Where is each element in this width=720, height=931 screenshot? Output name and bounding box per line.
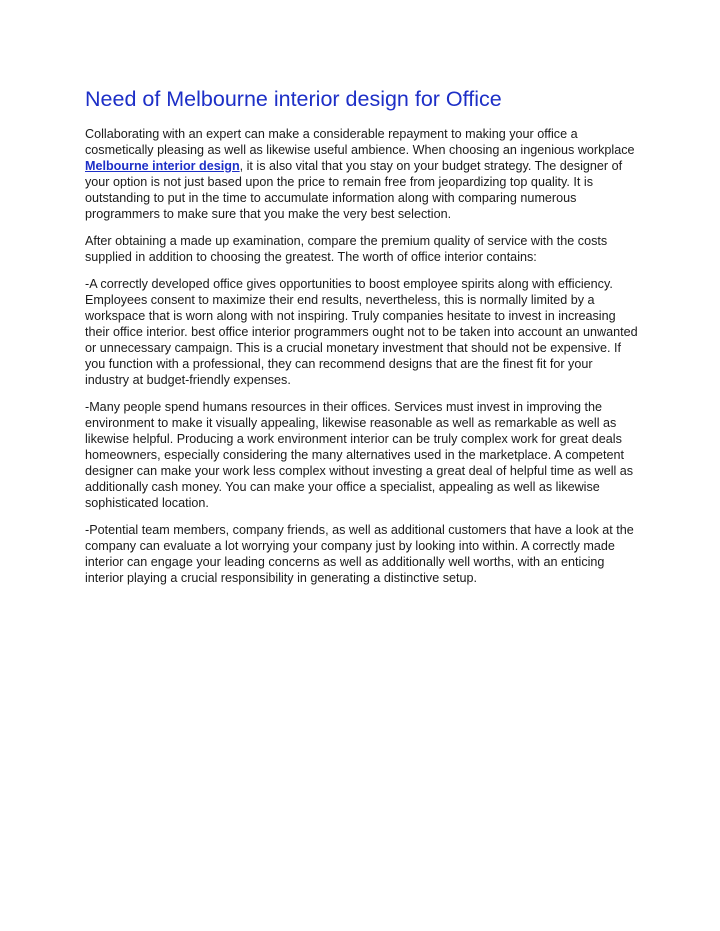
- paragraph-intro-after: , it is also vital that you stay on your budget strategy. The designer of your option is not just based upon the price to remain free from jeopardizing top quality. It is outstanding to put in the time to accumulate information along with comparing numerous programmers to make sure that you make the very best selection.: [85, 159, 623, 221]
- paragraph-environment: -Many people spend humans resources in their offices. Services must invest in improving the environment to make it visually appealing, likewise reasonable as well as remarkable as well as likewise helpful. Producing a work environment interior can be truly complex work for great deals homeowners, especially considering the many alternatives used in the marketplace. A competent designer can make your work less complex without investing a great deal of helpful time as well as additionally cash money. You can make your office a specialist, appealing as well as likewise sophisticated location.: [85, 400, 634, 510]
- melbourne-interior-design-link[interactable]: Melbourne interior design: [85, 159, 240, 173]
- paragraph-impressions: -Potential team members, company friends, as well as additional customers that have a look at the company can evaluate a lot worrying your company just by looking into within. A correctly made interior can engage your leading concerns as well as additionally well worths, with an enticing interior playing a crucial responsibility in generating a distinctive setup.: [85, 523, 634, 585]
- paragraph-office-benefits: -A correctly developed office gives opportunities to boost employee spirits along with efficiency. Employees consent to maximize their end results, nevertheless, this is normally limited by a workspace that is worn along with not inspiring. Truly companies hesitate to invest in increasing their office interior. best office interior programmers ought not to be taken into account an unwanted or unnecessary campaign. This is a crucial monetary investment that should not be expensive. If you function with a professional, they can recommend designs that are the finest fit for your industry at budget-friendly expenses.: [85, 277, 638, 387]
- document-page: [85, 84, 640, 597]
- paragraph-examination: After obtaining a made up examination, compare the premium quality of service with the costs supplied in addition to choosing the greatest. The worth of office interior contains:: [85, 234, 608, 264]
- paragraph-intro: [85, 126, 640, 222]
- page-title: Need of Melbourne interior design for Office: [85, 87, 502, 111]
- paragraph-intro-before: Collaborating with an expert can make a considerable repayment to making your office a cosmetically pleasing as well as likewise useful ambience. When choosing an ingenious workplace: [85, 127, 635, 157]
